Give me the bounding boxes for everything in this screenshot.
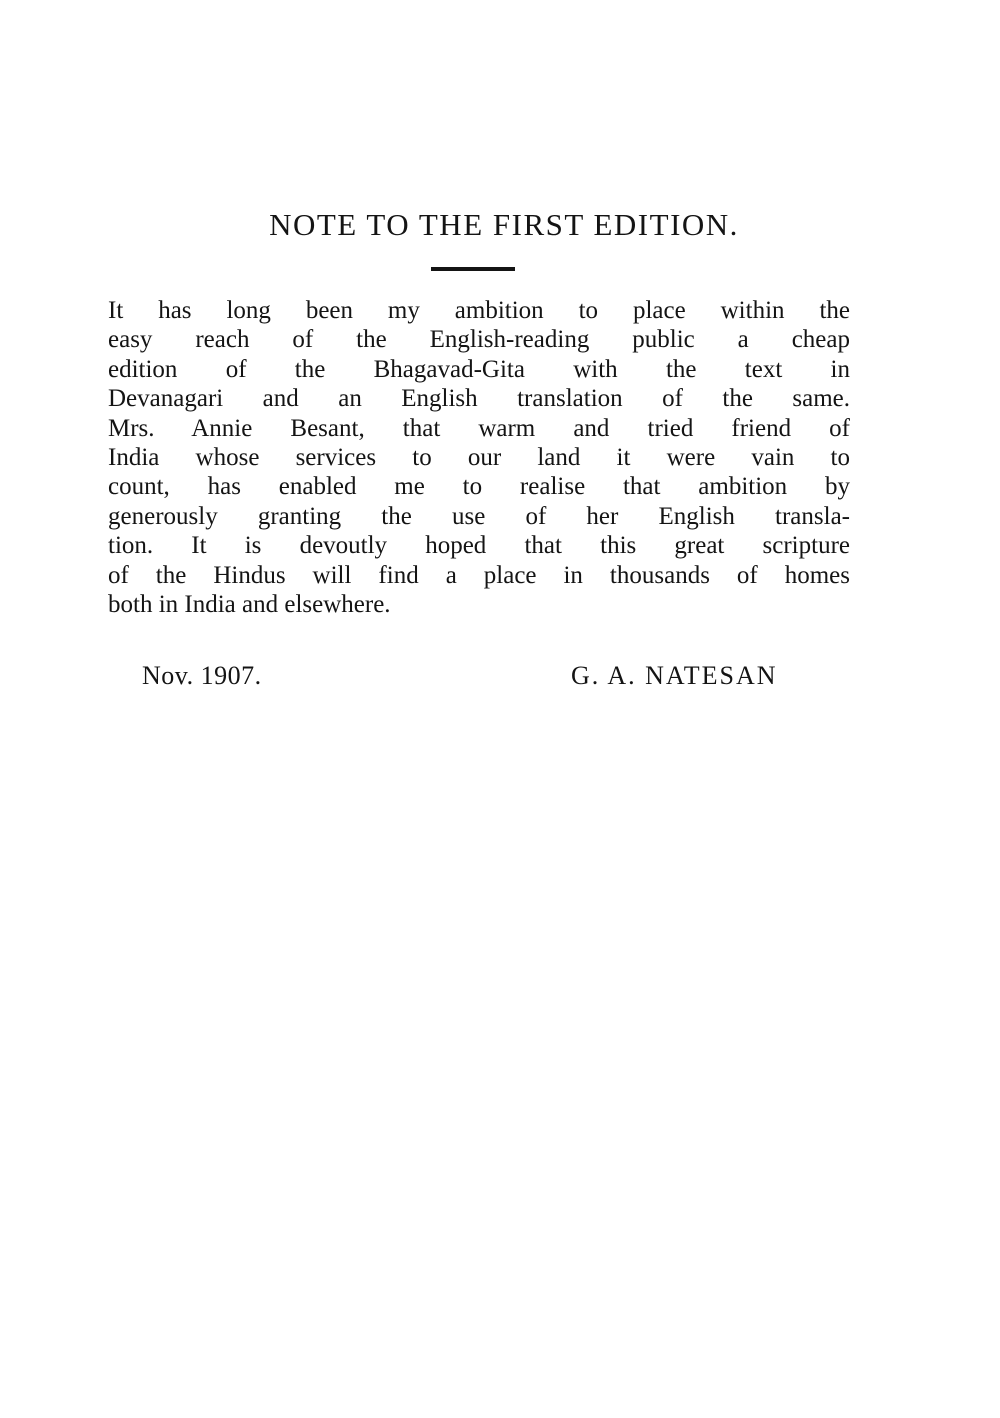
paragraph-line: India whose services to our land it were vain to <box>108 443 850 471</box>
note-paragraph <box>108 296 850 619</box>
note-date: Nov. 1907. <box>142 661 262 690</box>
page-title: NOTE TO THE FIRST EDITION. <box>269 207 739 242</box>
paragraph-line: Devanagari and an English translation of the same. <box>108 385 850 413</box>
author-signature: G. A. NATESAN <box>571 661 778 690</box>
paragraph-line: edition of the Bhagavad-Gita with the text in <box>108 355 850 383</box>
paragraph-line: tion. It is devoutly hoped that this great scripture <box>108 532 850 560</box>
paragraph-line: count, has enabled me to realise that ambition by <box>108 473 850 501</box>
paragraph-line: of the Hindus will find a place in thousands of homes <box>108 561 850 589</box>
title-divider <box>431 267 515 271</box>
paragraph-line: Mrs. Annie Besant, that warm and tried friend of <box>108 414 850 442</box>
paragraph-line: It has long been my ambition to place within the <box>108 297 850 324</box>
paragraph-line: easy reach of the English-reading public a cheap <box>108 326 850 354</box>
paragraph-line: generously granting the use of her English transla- <box>108 502 850 530</box>
paragraph-line: both in India and elsewhere. <box>108 590 391 618</box>
